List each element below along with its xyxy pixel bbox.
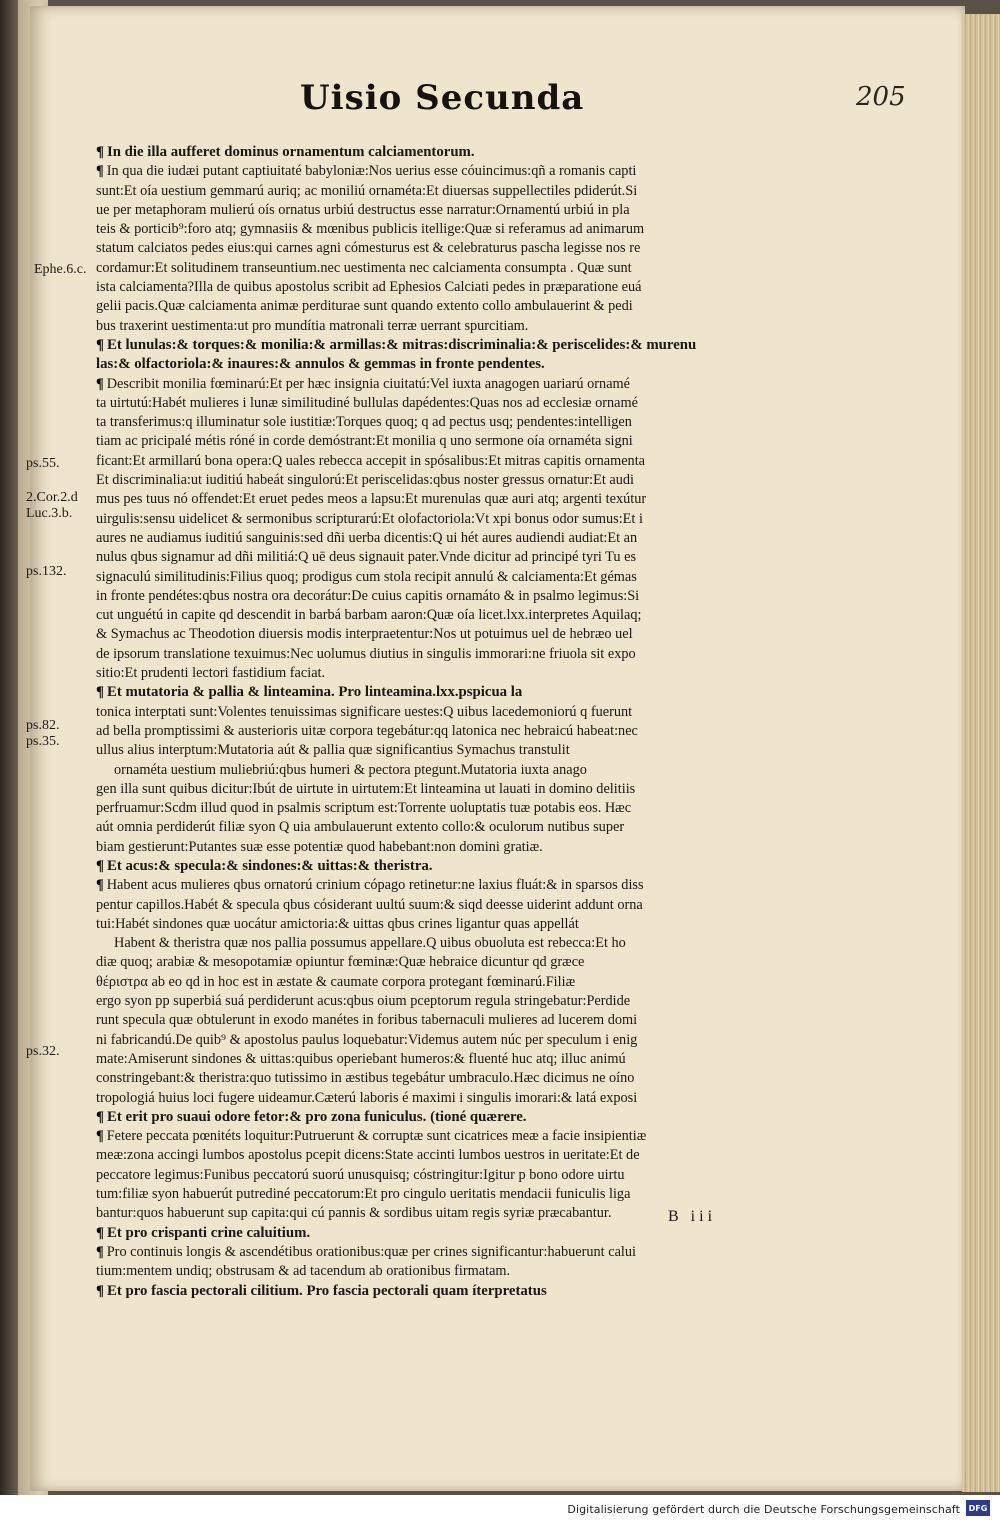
lemma-line [96,683,762,702]
line-text: statum calciatos pedes eius:qui carnes agni cómesturus est & celebraturus pascha legisse nos re [96,240,641,257]
line-text: teis & porticib⁹:foro atq; gymnasiis & mœnibus publicis itellige:Quæ si referamus ad animarum [96,221,645,238]
line-text: Et mutatoria & pallia & linteamina. Pro linteamina.lxx.pspicua la [107,684,523,701]
lemma-line [96,336,762,355]
line-text: biam gestierunt:Putantes suæ esse potentiæ quod habebant:non domini gratiæ. [96,838,543,855]
pilcrow-icon: ¶ [96,1243,104,1260]
text-line [96,1243,762,1262]
marginal-note-ps82: ps.82. [26,718,60,733]
marginal-note-cor: 2.Cor.2.d [26,490,78,505]
line-text: cordamur:Et solitudinem transeuntium.nec uestimenta nec calciamenta consumpta . Quæ sunt [96,259,632,276]
pilcrow-icon: ¶ [96,336,104,353]
line-text: Et discriminalia:ut iuditiú habeát singulorú:Et periscelidas:qbus noster gressus ornatur:Et audi [96,472,635,489]
pilcrow-icon: ¶ [96,1108,104,1125]
line-text: Habent & theristra quæ nos pallia possumus appellare.Q uibus obuoluta est rebecca:Et ho [114,935,626,952]
line-text: runt specula quæ obtulerunt in exodo manétes in foribus tabernaculi mulieres ad lucerem domi [96,1012,638,1029]
text-line [96,1069,762,1088]
text-line [96,452,762,471]
line-text: uirgulis:sensu uidelicet & sermonibus scripturarú:Et olofactoriola:Vt xpi bonus odor sumus:Et i [96,510,643,527]
dfg-logo: DFG [966,1500,990,1516]
line-text: Describit monilia fœminarú:Et per hæc insignia ciuitatú:Vel iuxta anagogen uariarú ornamé [106,375,631,392]
line-text: Et acus:& specula:& sindones:& uittas:& theristra. [107,857,433,874]
text-line [96,645,762,664]
text-line [96,876,762,895]
text-line [96,239,762,258]
line-text: sitio:Et prudenti lectori fastidium faciat. [96,665,326,682]
line-text: Et lunulas:& torques:& monilia:& armillas:& mitras:discriminalia:& periscelides:& murenu [107,336,697,353]
line-text: ista calciamenta?Illa de quibus apostolus scribit ad Ephesios Calciati pedes in præparatione euá [96,279,642,296]
text-line [96,182,762,201]
signature-mark: B iii [668,1208,717,1225]
marginal-note-ps55: ps.55. [26,456,60,471]
text-line [96,934,762,953]
line-text: constringebant:& theristra:quo tutissimo in æstibus tegebátur umbraculo.Hæc dicimus ne oíno [96,1070,635,1087]
running-head: Uisio Secunda [300,78,585,118]
marginal-note-ps132: ps.132. [26,564,67,579]
line-text: aures ne audiamus iuditiú sanguinis:sed dñi uerba dicentis:Q ui hét aures audiendi audiat:Et an [96,529,638,546]
line-text: in fronte pendétes:qbus nostra ora decorátur:De cuius capitis ornamáto & in psalmo legimus:Si [96,587,640,604]
line-text: tropologiá huius loci fugere uideamur.Cæterú laboris é maximi i singulis imorari:& latá exposi [96,1089,638,1106]
text-line [96,394,762,413]
text-line [96,703,762,722]
line-text: cut unguétú in capite qd descendit in barbá barbam aaron:Quæ oía licet.lxx.interpretes Aquilaq; [96,607,642,624]
text-line [96,317,762,336]
line-text: bus traxerint uestimenta:ut pro mundítia matronali terræ uerrant spurcitiam. [96,317,529,334]
line-text: pentur capillos.Habét & specula qbus cósiderant uultú suum:& siqd deesse uiderint addunt orna [96,896,643,913]
line-text: ni fabricandú.De quib⁹ & apostolus paulus loquebatur:Videmus autem núc per speculum i enig [96,1031,638,1048]
text-line [96,413,762,432]
text-line [96,818,762,837]
line-text: Pro continuis longis & ascendétibus orationibus:quæ per crines significantur:habuerunt calui [106,1243,637,1260]
text-line [96,490,762,509]
line-text: sunt:Et oía uestium gemmarú auriq; ac moniliú ornaméta:Et diuersas suppellectiles pdiderút.Si [96,182,638,199]
line-text: peccatore legimus:Funibus peccatorú suorú unusquisq; cóstringitur:Igitur p bono odore uirtu [96,1166,625,1183]
line-text: & Symachus ac Theodotion diuersis modis interpraetentur:Nos ut potuimus uel de hebræo uel [96,626,633,643]
line-text: tui:Habét sindones quæ uocátur amictoria:& uittas qbus crines ligantur quas appellát [96,915,579,932]
marginal-note-ps32: ps.32. [26,1044,60,1059]
pilcrow-icon: ¶ [96,877,104,894]
line-text: diæ quoq; arabiæ & mesopotamiæ opiuntur fœminæ:Quæ hebraice dicuntur qd græce [96,954,585,971]
text-line [96,529,762,548]
line-text: θέριστρα ab eo qd in hoc est in æstate & caumate corpora protegant fœminarú.Filiæ [96,973,576,990]
text-line [96,259,762,278]
text-line [96,297,762,316]
pilcrow-icon: ¶ [96,144,104,160]
pilcrow-icon: ¶ [96,1128,104,1145]
lemma-line [96,355,762,374]
pilcrow-icon: ¶ [96,163,104,180]
line-text: In die illa aufferet dominus ornamentum calciamentorum. [107,144,475,160]
pilcrow-icon: ¶ [96,684,104,701]
line-text: mus pes tuus nó offendet:Et eruet pedes meos a lapsu:Et murenulas quæ auri atq; argenti texútur [96,491,647,508]
text-line [96,1166,762,1185]
text-line [96,1011,762,1030]
text-line [96,568,762,587]
line-text: Et erit pro suaui odore fetor:& pro zona funiculus. (tioné quærere. [107,1108,527,1125]
line-text: gen illa sunt quibus dicitur:Ibút de uirtute in uirtutem:Et linteamina ut lauati in domino delitiis [96,780,636,797]
text-line [96,471,762,490]
line-text: Fetere peccata pœnitéts loquitur:Putruerunt & corruptæ sunt cicatrices meæ a facie insipientiæ [106,1128,647,1145]
pilcrow-icon: ¶ [96,1282,104,1299]
text-line [96,838,762,857]
line-text: ta transferimus:q illuminatur sole iustitiæ:Torques quoq; q ad pectus usq; pendentes:intelligen [96,414,632,431]
text-line [96,606,762,625]
lemma-line [96,857,762,876]
line-text: perfruamur:Scdm illud quod in psalmis scriptum est:Torrente uoluptatis tuæ potabis eos. Hæc [96,800,632,817]
lemma-line [96,1282,762,1301]
text-line [96,1204,762,1223]
line-text: ficant:Et armillarú bona opera:Q uales rebecca accepit in spósalibus:Et mitras capitis ornamenta [96,452,646,469]
line-text: signaculú similitudinis:Filius quoq; prodigus cum stola recipit annulú & calciamenta:Et gémas [96,568,637,585]
line-text: Et pro crispanti crine caluitium. [107,1224,311,1241]
line-text: tum:filiæ syon habuerút putrediné peccatorum:Et pro cingulo ueritatis mendacii funiculis liga [96,1186,631,1203]
text-line [96,664,762,683]
line-text: las:& olfactoriola:& inaures:& annulos & gemmas in fronte pendentes. [96,356,545,373]
text-line [96,1031,762,1050]
lemma-line [96,143,762,162]
text-line [96,220,762,239]
text-line [96,1050,762,1069]
folio-number: 205 [856,82,906,112]
line-text: tonica interptati sunt:Volentes tenuissimas significare uestes:Q uibus lacedemoniorú q fuerunt [96,703,633,720]
text-line [96,896,762,915]
line-text: ornaméta uestium muliebriú:qbus humeri & pectora ptegunt.Mutatoria iuxta anago [114,761,587,778]
text-line [96,722,762,741]
line-text: tium:mentem undiq; obstrusam & ad tacendum ab orationibus firmatam. [96,1263,511,1280]
line-text: aút omnia perdiderút filiæ syon Q uia ambulauerunt extento collo:& oculorum nutibus super [96,819,625,836]
text-line [96,741,762,760]
text-line [96,432,762,451]
line-text: ta uirtutú:Habét mulieres i lunæ similitudiné bullulas dapédentes:Quas nos ad ecclesiæ ornamé [96,394,638,411]
text-line [96,1262,762,1281]
text-line [96,548,762,567]
line-text: Habent acus mulieres qbus ornatorú crinium cópago retinetur:ne laxius fluát:& in sparsos diss [106,877,644,894]
digitization-credit: Digitalisierung gefördert durch die Deutsche Forschungsgemeinschaft [567,1503,960,1516]
line-text: Et pro fascia pectorali cilitium. Pro fascia pectorali quam íterpretatus [107,1282,547,1299]
line-text: ad bella promptissimi & austerioris uitæ corpora tegebátur:qq latonica nec hebraicú habeat:nec [96,722,638,739]
pilcrow-icon: ¶ [96,1224,104,1241]
marginal-note-luc: Luc.3.b. [26,506,73,521]
line-text: de ipsorum translatione texuimus:Nec uolumus diutius in singulis immorari:ne friuola sit expo [96,645,636,662]
text-line [96,799,762,818]
line-text: gelii pacis.Quæ calciamenta animæ perditurae sunt quando extento collo ambulauerint & pedi [96,298,633,315]
pilcrow-icon: ¶ [96,375,104,392]
text-line [96,587,762,606]
text-line [96,510,762,529]
line-text: ergo syon pp superbiá suá perdiderunt acus:qbus oium pceptorum regula stringebatur:Perdide [96,993,631,1010]
text-line [96,780,762,799]
line-text: In qua die iudæi putant captiuitaté babyloniæ:Nos uerius esse cóuincimus:qñ a romanis capti [106,163,637,180]
text-line [96,1185,762,1204]
line-text: tiam ac pricipalé métis róné in corde demóstrant:Et monilia q uno sermone oía ornaméta signi [96,433,633,450]
line-text: ullus alius interptum:Mutatoria aút & pallia quæ significantius Symachus transtulit [96,742,570,759]
text-line [96,1127,762,1146]
line-text: mate:Amiserunt sindones & uittas:quibus operiebant humeros:& fluenté huc atq; illuc animú [96,1050,626,1067]
line-text: bantur:quos habuerunt sup capita:qui cú pannis & sordibus uitam regis syriæ præcabantur. [96,1205,612,1222]
lemma-line [96,1108,762,1127]
text-line [96,1089,762,1108]
text-line [96,953,762,972]
pilcrow-icon: ¶ [96,857,104,874]
text-line [96,1146,762,1165]
line-text: ue per metaphoram mulierú oís ornatus urbiú destructus esse narratur:Ornamentú urbiú in pla [96,201,630,218]
body-text-column [96,143,762,1301]
text-line [96,992,762,1011]
line-text: nulus qbus signamur ad dñi militiá:Q uē deus signauit pater.Vnde dicitur ad principé tyri Tu es [96,549,637,566]
marginal-note-ephe: Ephe.6.c. [34,262,87,277]
text-line [96,278,762,297]
text-line [96,625,762,644]
text-line [96,915,762,934]
marginal-note-ps35: ps.35. [26,734,60,749]
text-line [96,375,762,394]
page-block-edge [962,14,1000,1492]
text-line [96,761,762,780]
text-line [96,973,762,992]
line-text: meæ:zona accingi lumbos apostolus pcepit dicens:State accinti lumbos uestros in ueritate:Et de [96,1147,640,1164]
lemma-line [96,1224,762,1243]
text-line [96,201,762,220]
text-line [96,162,762,181]
